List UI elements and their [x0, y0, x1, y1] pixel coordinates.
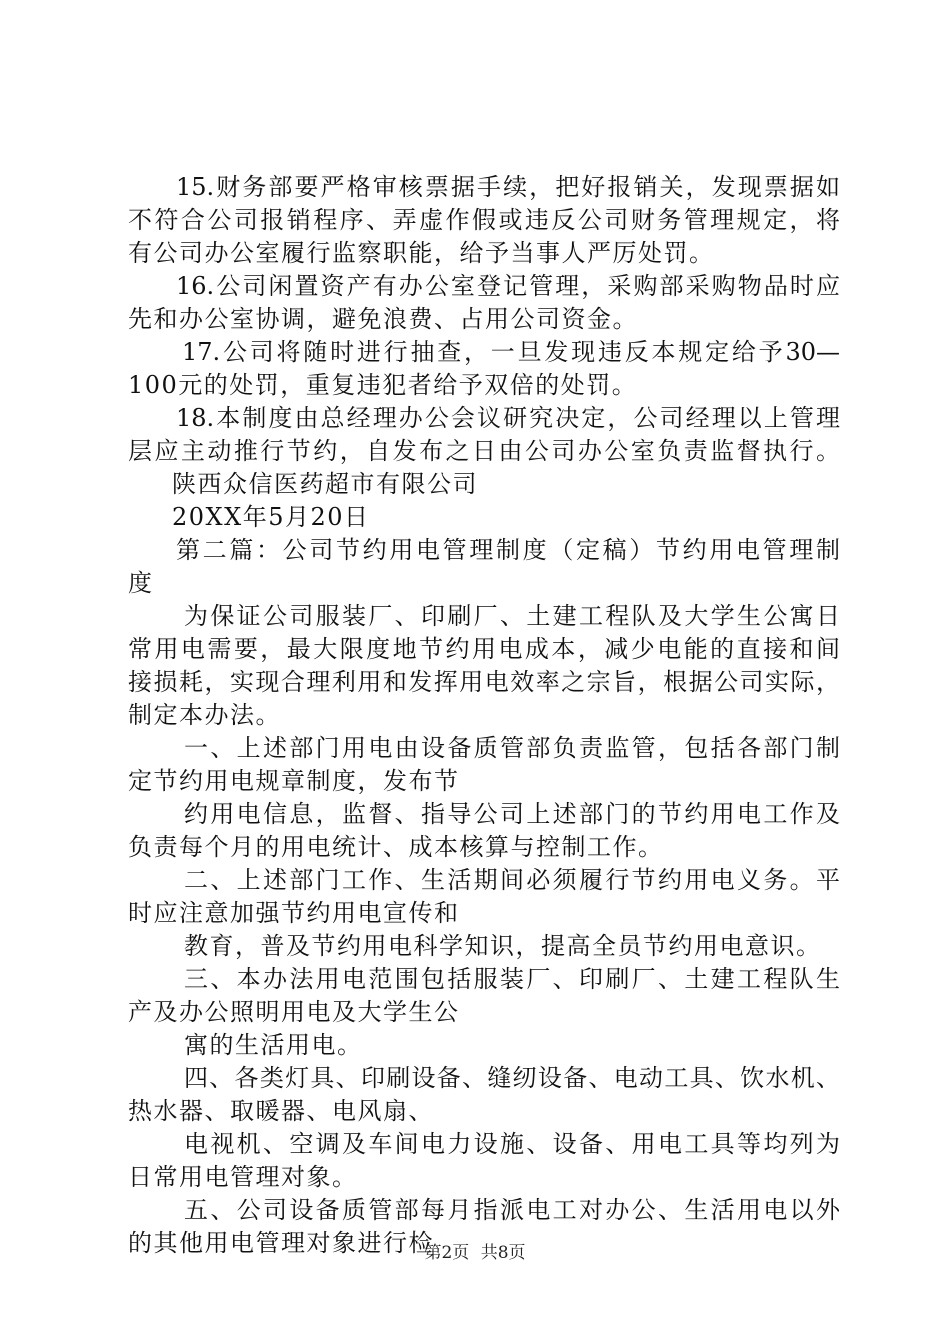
text-line: 有公司办公室履行监察职能，给予当事人严厉处罚。 [128, 239, 715, 267]
text-line: 四、各类灯具、印刷设备、缝纫设备、电动工具、饮水机、 [184, 1064, 840, 1092]
text-line: 的其他用电管理对象进行检 [128, 1229, 434, 1257]
text-line: 15.财务部要严格审核票据手续，把好报销关，发现票据如 [176, 173, 840, 201]
document-date: 20XX年5月20日 [172, 503, 370, 531]
text-line: 18.本制度由总经理办公会议研究决定，公司经理以上管理 [176, 404, 840, 432]
text-line: 常用电需要，最大限度地节约用电成本，减少电能的直接和间 [128, 635, 840, 663]
text-line: 负责每个月的用电统计、成本核算与控制工作。 [128, 833, 664, 861]
text-line: 二、上述部门工作、生活期间必须履行节约用电义务。平 [184, 866, 840, 894]
company-name: 陕西众信医药超市有限公司 [172, 470, 478, 498]
text-line: 接损耗，实现合理利用和发挥用电效率之宗旨，根据公司实际， [128, 668, 840, 696]
text-line: 约用电信息，监督、指导公司上述部门的节约用电工作及 [184, 800, 840, 828]
text-line: 不符合公司报销程序、弄虚作假或违反公司财务管理规定，将 [128, 206, 840, 234]
text-line: 日常用电管理对象。 [128, 1163, 358, 1191]
section-title: 第二篇：公司节约用电管理制度（定稿）节约用电管理制 [176, 536, 840, 564]
text-line: 层应主动推行节约，自发布之日由公司办公室负责监督执行。 [128, 437, 840, 465]
text-line: 产及办公照明用电及大学生公 [128, 998, 460, 1026]
text-line: 一、上述部门用电由设备质管部负责监管，包括各部门制 [184, 734, 840, 762]
page-footer [0, 1238, 950, 1263]
text-line: 五、公司设备质管部每月指派电工对办公、生活用电以外 [184, 1196, 840, 1224]
text-line: 时应注意加强节约用电宣传和 [128, 899, 460, 927]
text-line: 三、本办法用电范围包括服装厂、印刷厂、土建工程队生 [184, 965, 840, 993]
text-line: 热水器、取暖器、电风扇、 [128, 1097, 434, 1125]
text-line: 100元的处罚，重复违犯者给予双倍的处罚。 [128, 371, 638, 399]
text-line: 17.公司将随时进行抽查，一旦发现违反本规定给予30— [182, 338, 840, 366]
text-line: 电视机、空调及车间电力设施、设备、用电工具等均列为 [184, 1130, 840, 1158]
text-line: 16.公司闲置资产有办公室登记管理，采购部采购物品时应 [176, 272, 840, 300]
text-line: 教育，普及节约用电科学知识，提高全员节约用电意识。 [184, 932, 822, 960]
text-line: 定节约用电规章制度，发布节 [128, 767, 460, 795]
page-total: 共8页 [480, 1243, 526, 1263]
document-body [128, 171, 840, 1260]
page-number: 第2页 [424, 1243, 470, 1263]
text-line: 为保证公司服装厂、印刷厂、土建工程队及大学生公寓日 [184, 602, 840, 630]
text-line: 寓的生活用电。 [184, 1031, 363, 1059]
text-line: 制定本办法。 [128, 701, 281, 729]
section-title-continued: 度 [128, 569, 154, 597]
text-line: 先和办公室协调，避免浪费、占用公司资金。 [128, 305, 638, 333]
